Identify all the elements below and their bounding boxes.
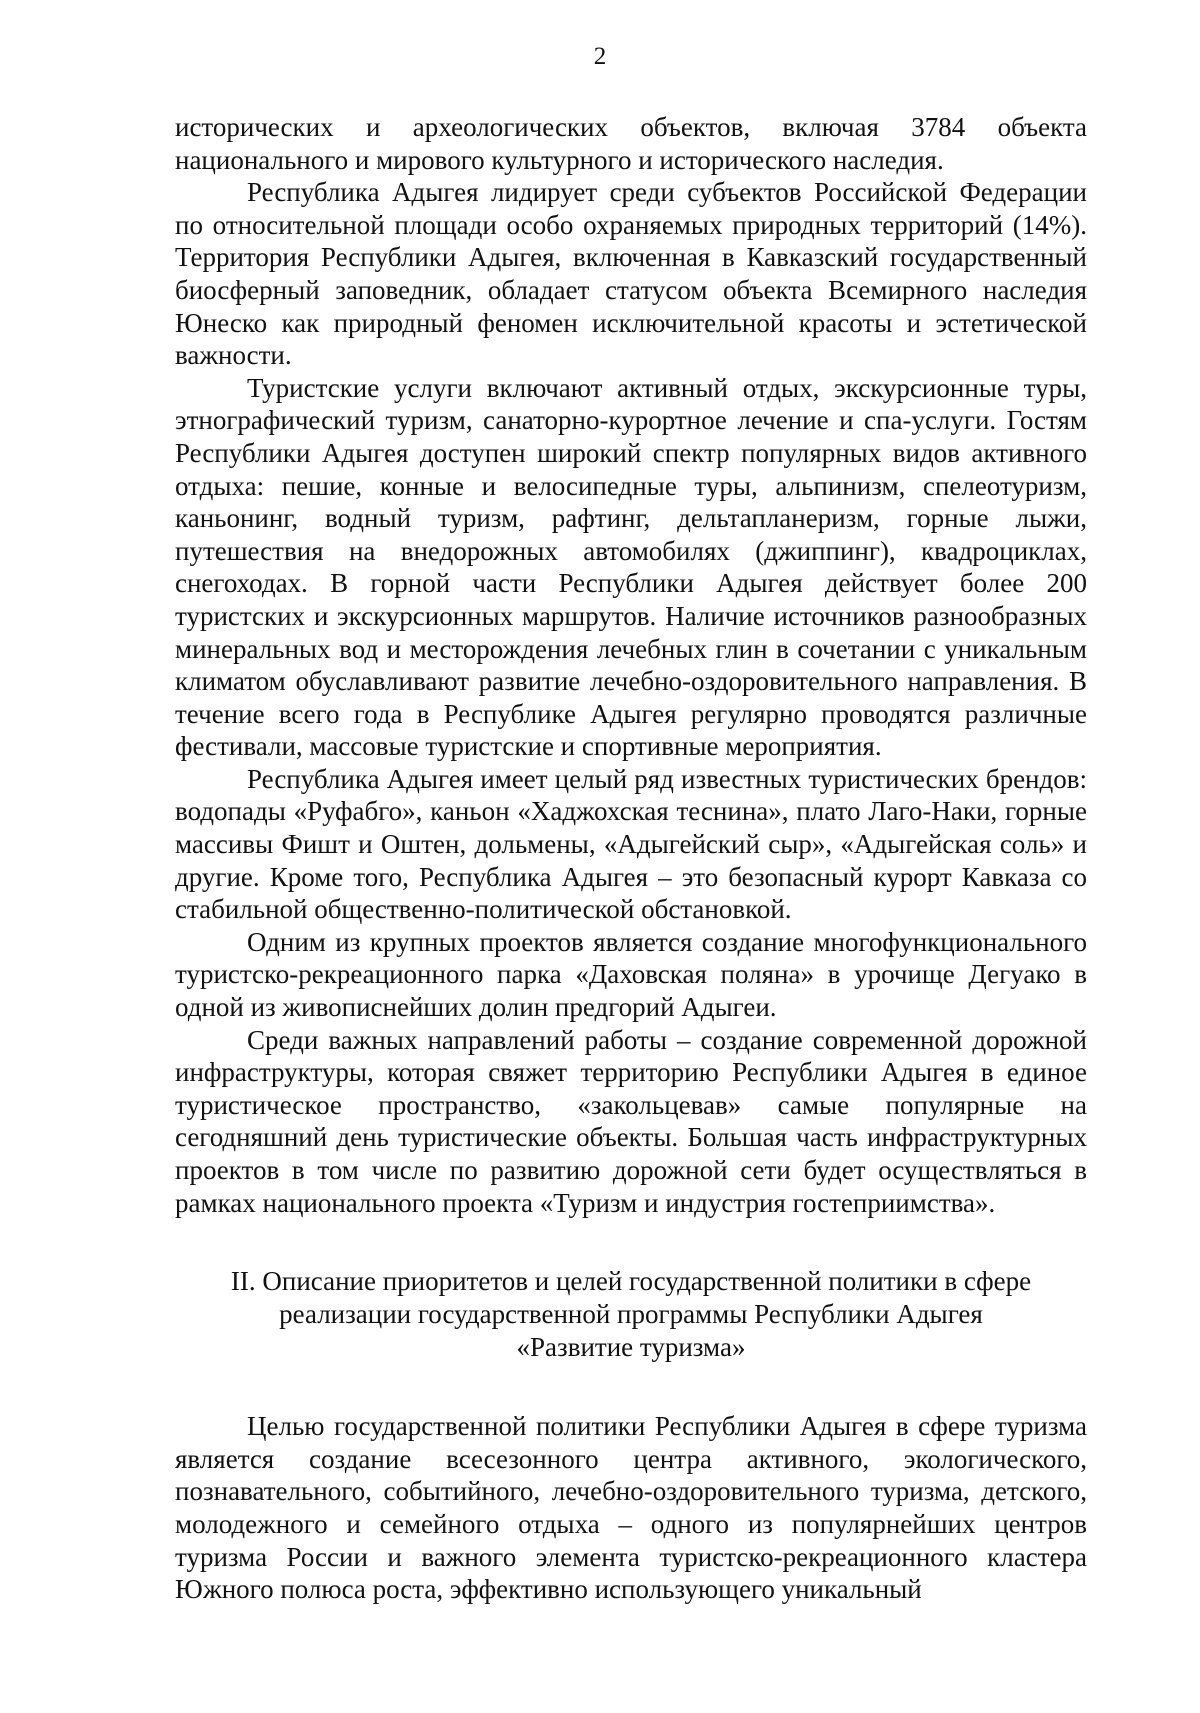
paragraph-policy-goal: Целью государственной политики Республики Адыгея в сфере туризма является создание всесезонного центра активного, экологического, познавательного, событийного, лечебно-оздоровительного туризма, детского, молодежного и семейного отдыха – одного из популярнейших центров туризма России и важного элемента туристско-рекреационного кластера Южного полюса роста, эффективно использующего уникальный: [175, 1411, 1087, 1605]
paragraph-road-infrastructure: Среди важных направлений работы – создание современной дорожной инфраструктуры, которая свяжет территорию Республики Адыгея в единое туристическое пространство, «закольцевав» самые популярные на сегодняшний день туристические объекты. Большая часть инфраструктурных проектов в том числе по развитию дорожной сети будет осуществляться в рамках национального проекта «Туризм и индустрия гостеприимства».: [175, 1024, 1087, 1218]
paragraph-protected-areas: Республика Адыгея лидирует среди субъектов Российской Федерации по относительной площади особо охраняемых природных территорий (14%). Территория Республики Адыгея, включенная в Кавказский государственный биосферный заповедник, обладает статусом объекта Всемирного наследия Юнеско как природный феномен исключительной красоты и эстетической важности.: [175, 177, 1087, 371]
section-heading-line-1: II. Описание приоритетов и целей государственной политики в сфере: [230, 1266, 1032, 1297]
page-number: 2: [593, 43, 607, 70]
paragraph-heritage-continuation: исторических и археологических объектов, включая 3784 объекта национального и мирового культурного и исторического наследия.: [175, 112, 1087, 175]
section-heading: [175, 1265, 1087, 1364]
paragraph-tourist-services: Туристские услуги включают активный отдых, экскурсионные туры, этнографический туризм, санаторно-курортное лечение и спа-услуги. Гостям Республики Адыгея доступен широкий спектр популярных видов активного отдыха: пешие, конные и велосипедные туры, альпинизм, спелеотуризм, каньонинг, водный туризм, рафтинг, дельтапланеризм, горные лыжи, путешествия на внедорожных автомобилях (джиппинг), квадроциклах, снегоходах. В горной части Республики Адыгея действует более 200 туристских и экскурсионных маршрутов. Наличие источников разнообразных минеральных вод и месторождения лечебных глин в сочетании с уникальным климатом обуславливают развитие лечебно-оздоровительного направления. В течение всего года в Республике Адыгея регулярно проводятся различные фестивали, массовые туристские и спортивные мероприятия.: [175, 372, 1087, 762]
paragraph-dakhovskaya-project: Одним из крупных проектов является создание многофункционального туристско-рекреационного парка «Даховская поляна» в урочище Дегуако в одной из живописнейших долин предгорий Адыгеи.: [175, 926, 1087, 1023]
section-heading-line-2: реализации государственной программы Республики Адыгея: [279, 1299, 983, 1330]
section-heading-line-3: «Развитие туризма»: [516, 1332, 746, 1363]
paragraph-tourist-brands: Республика Адыгея имеет целый ряд известных туристических брендов: водопады «Руфабго», каньон «Хаджохская теснина», плато Лаго-Наки, горные массивы Фишт и Оштен, дольмены, «Адыгейский сыр», «Адыгейская соль» и другие. Кроме того, Республика Адыгея – это безопасный курорт Кавказа со стабильной общественно-политической обстановкой.: [175, 763, 1087, 925]
document-body: [175, 111, 1087, 1606]
